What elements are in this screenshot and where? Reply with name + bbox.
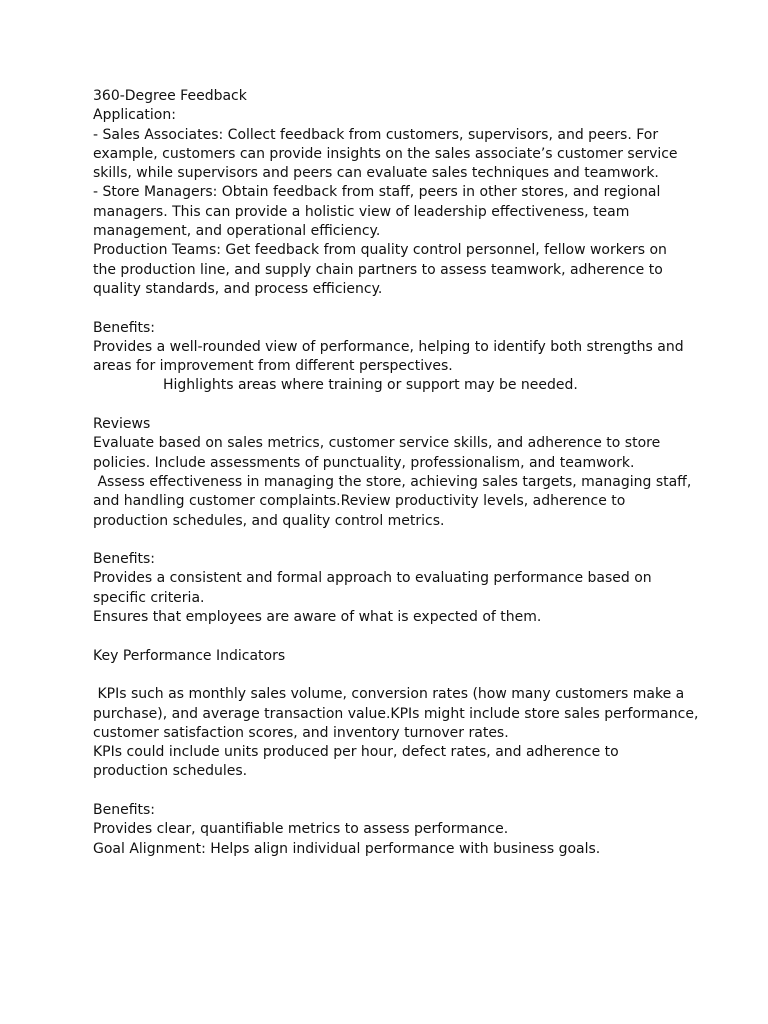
section-heading-kpi: Key Performance Indicators — [93, 647, 286, 664]
body-line: the production line, and supply chain partners to assess teamwork, adherence to — [93, 261, 663, 278]
body-line: managers. This can provide a holistic view of leadership effectiveness, team — [93, 203, 630, 220]
application-label: Application: — [93, 107, 176, 124]
body-line: KPIs such as monthly sales volume, conversion rates (how many customers make a — [93, 686, 685, 703]
body-line: specific criteria. — [93, 589, 205, 606]
body-line: Ensures that employees are aware of what is expected of them. — [93, 609, 542, 626]
paragraph-spacer — [93, 396, 693, 415]
benefits-label: Benefits: — [93, 551, 156, 568]
document-page — [93, 87, 699, 859]
body-line: Assess effectiveness in managing the store, achieving sales targets, managing staff, — [93, 473, 692, 490]
section-benefits-feedback — [93, 319, 693, 396]
section-kpi-heading — [93, 647, 693, 666]
section-reviews — [93, 415, 693, 531]
section-kpi-body — [93, 685, 699, 781]
body-line-indented: Highlights areas where training or support may be needed. — [163, 377, 578, 394]
body-line: Evaluate based on sales metrics, customer service skills, and adherence to store — [93, 435, 661, 452]
body-line: Goal Alignment: Helps align individual performance with business goals. — [93, 840, 601, 857]
body-line: skills, while supervisors and peers can evaluate sales techniques and teamwork. — [93, 165, 659, 182]
body-line: Production Teams: Get feedback from quality control personnel, fellow workers on — [93, 242, 667, 259]
benefits-label: Benefits: — [93, 319, 156, 336]
paragraph-spacer — [93, 782, 693, 801]
section-heading-360-feedback: 360-Degree Feedback — [93, 88, 247, 104]
body-line: Provides a consistent and formal approach to evaluating performance based on — [93, 570, 652, 587]
body-line: example, customers can provide insights on the sales associate’s customer service — [93, 145, 678, 162]
section-benefits-reviews — [93, 550, 693, 627]
paragraph-spacer — [93, 531, 693, 550]
body-line: - Sales Associates: Collect feedback from customers, supervisors, and peers. For — [93, 126, 659, 143]
body-line: policies. Include assessments of punctuality, professionalism, and teamwork. — [93, 454, 635, 471]
paragraph-spacer — [93, 299, 693, 318]
benefits-label: Benefits: — [93, 801, 156, 818]
body-line: - Store Managers: Obtain feedback from staff, peers in other stores, and regional — [93, 184, 661, 201]
body-line: production schedules, and quality control metrics. — [93, 512, 445, 529]
section-benefits-kpi — [93, 801, 693, 859]
body-line: purchase), and average transaction value.KPIs might include store sales performance, — [93, 705, 699, 722]
body-line: KPIs could include units produced per hour, defect rates, and adherence to — [93, 744, 619, 761]
paragraph-spacer — [93, 666, 693, 685]
body-line: customer satisfaction scores, and inventory turnover rates. — [93, 724, 509, 741]
body-line: Provides clear, quantifiable metrics to assess performance. — [93, 821, 509, 838]
body-line: management, and operational efficiency. — [93, 223, 381, 240]
body-line: production schedules. — [93, 763, 248, 780]
body-line: Provides a well-rounded view of performance, helping to identify both strengths and — [93, 338, 684, 355]
section-360-feedback — [93, 87, 693, 299]
body-line: quality standards, and process efficiency. — [93, 280, 383, 297]
body-line: areas for improvement from different perspectives. — [93, 358, 453, 375]
body-line: and handling customer complaints.Review productivity levels, adherence to — [93, 493, 626, 510]
paragraph-spacer — [93, 627, 693, 646]
section-heading-reviews: Reviews — [93, 416, 151, 433]
